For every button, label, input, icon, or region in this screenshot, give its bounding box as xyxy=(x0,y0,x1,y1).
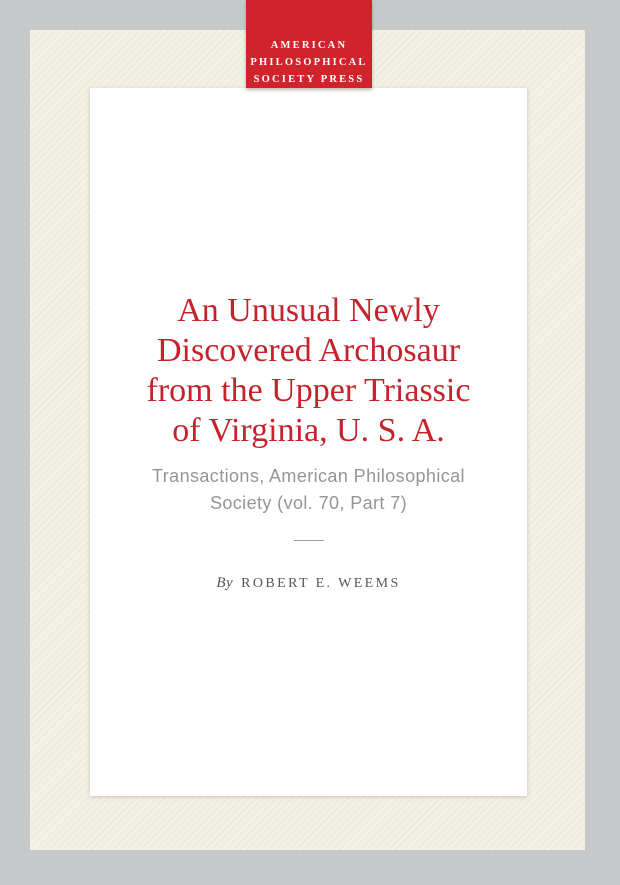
book-title-line: from the Upper Triassic xyxy=(146,372,471,409)
publisher-banner xyxy=(246,0,372,88)
book-title-line: of Virginia, U. S. A. xyxy=(172,412,445,449)
book-title-line: An Unusual Newly xyxy=(177,292,440,329)
ornament-divider xyxy=(294,540,324,541)
book-subtitle xyxy=(90,463,527,517)
publisher-banner-line: AMERICAN xyxy=(270,40,348,51)
book-subtitle-line: Society (vol. 70, Part 7) xyxy=(209,493,408,513)
publisher-banner-line: PHILOSOPHICAL xyxy=(250,57,368,68)
book-subtitle-line: Transactions, American Philosophical xyxy=(152,466,465,486)
publisher-banner-line: SOCIETY PRESS xyxy=(253,74,365,85)
author-byline xyxy=(90,574,527,592)
author-name: ROBERT E. WEEMS xyxy=(241,576,401,591)
book-title xyxy=(90,88,527,451)
by-label: By xyxy=(216,575,234,591)
book-title-line: Discovered Archosaur xyxy=(156,332,461,369)
cover-card xyxy=(90,88,527,796)
